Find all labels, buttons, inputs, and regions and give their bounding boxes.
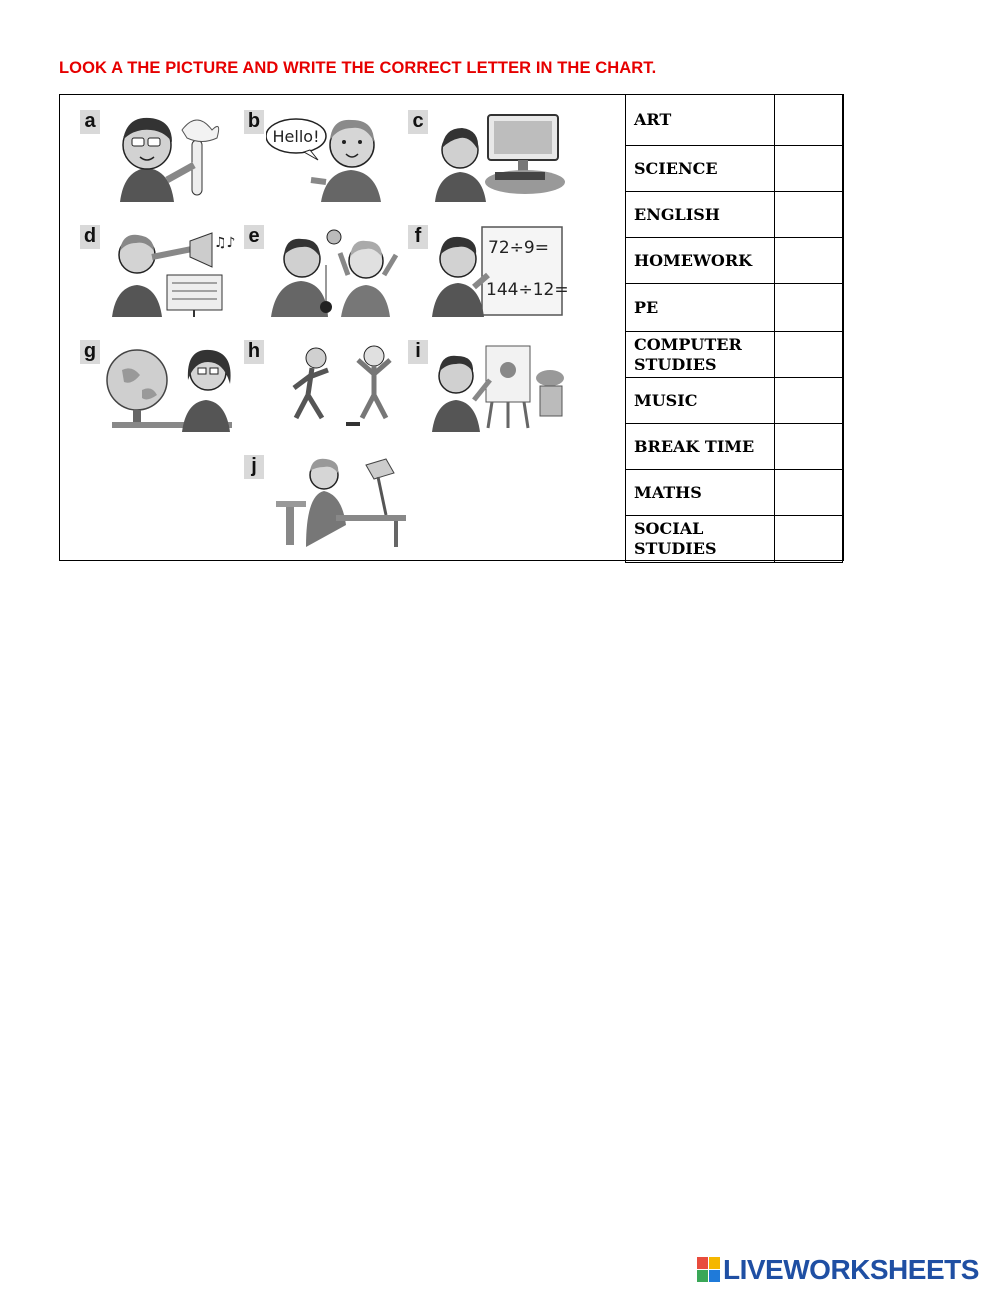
- computer-icon: [430, 110, 570, 202]
- answer-input[interactable]: [775, 470, 843, 516]
- picture-letter: g: [80, 340, 100, 364]
- picture-a: [80, 110, 240, 215]
- answer-input[interactable]: [775, 284, 843, 332]
- answer-row: [626, 424, 843, 470]
- picture-i: [408, 340, 568, 445]
- answer-input[interactable]: [775, 238, 843, 284]
- answer-row: [626, 238, 843, 284]
- logo-mark-icon: [697, 1257, 721, 1283]
- picture-letter: c: [408, 110, 428, 134]
- picture-letter: b: [244, 110, 264, 134]
- picture-d: [80, 225, 240, 330]
- trumpet-icon: [102, 225, 242, 317]
- picture-letter: j: [244, 455, 264, 479]
- answer-input[interactable]: [775, 95, 843, 146]
- painting-easel-icon: [430, 340, 570, 432]
- answer-row: [626, 95, 843, 146]
- playing-children-icon: [266, 225, 406, 317]
- answer-input[interactable]: [775, 424, 843, 470]
- answer-row: [626, 470, 843, 516]
- answer-row: [626, 284, 843, 332]
- picture-e: [244, 225, 404, 330]
- subject-label: SOCIAL STUDIES: [626, 516, 775, 563]
- board-sum-2: 144÷12=: [486, 280, 569, 300]
- answer-input[interactable]: [775, 378, 843, 424]
- subject-label: COMPUTER STUDIES: [626, 332, 775, 378]
- subject-label: SCIENCE: [626, 146, 775, 192]
- board-sum-1: 72÷9=: [488, 238, 549, 258]
- picture-c: [408, 110, 568, 215]
- instruction-heading: LOOK A THE PICTURE AND WRITE THE CORRECT LETTER IN THE CHART.: [59, 59, 657, 77]
- subject-label: ENGLISH: [626, 192, 775, 238]
- answer-input[interactable]: [775, 516, 843, 563]
- picture-letter: d: [80, 225, 100, 249]
- svg-text:♫♪: ♫♪: [214, 235, 236, 251]
- answer-input[interactable]: [775, 146, 843, 192]
- liveworksheets-logo: [697, 1254, 979, 1286]
- worksheet-box: [59, 94, 844, 561]
- picture-b: [244, 110, 404, 215]
- answer-row: [626, 378, 843, 424]
- subject-label: ART: [626, 95, 775, 146]
- picture-f: [408, 225, 568, 330]
- speech-text: Hello!: [272, 127, 320, 146]
- subject-label: PE: [626, 284, 775, 332]
- answer-row: [626, 516, 843, 563]
- picture-h: [244, 340, 404, 445]
- globe-icon: [102, 340, 242, 432]
- answer-input[interactable]: [775, 192, 843, 238]
- picture-letter: i: [408, 340, 428, 364]
- hello-speech-icon: [266, 110, 406, 202]
- answer-row: [626, 332, 843, 378]
- subject-label: MUSIC: [626, 378, 775, 424]
- answer-row: [626, 192, 843, 238]
- running-children-icon: [266, 340, 406, 432]
- scientist-icon: [102, 110, 242, 202]
- picture-letter: a: [80, 110, 100, 134]
- subject-label: HOMEWORK: [626, 238, 775, 284]
- answer-input[interactable]: [775, 332, 843, 378]
- desk-lamp-icon: [266, 455, 406, 547]
- picture-letter: e: [244, 225, 264, 249]
- logo-text: LIVEWORKSHEETS: [723, 1254, 979, 1285]
- picture-j: [244, 455, 404, 560]
- picture-letter: h: [244, 340, 264, 364]
- picture-grid: [60, 95, 626, 560]
- maths-board-icon: [430, 225, 570, 317]
- answer-table: [625, 94, 843, 563]
- subject-label: BREAK TIME: [626, 424, 775, 470]
- subject-label: MATHS: [626, 470, 775, 516]
- answer-row: [626, 146, 843, 192]
- picture-letter: f: [408, 225, 428, 249]
- picture-g: [80, 340, 240, 445]
